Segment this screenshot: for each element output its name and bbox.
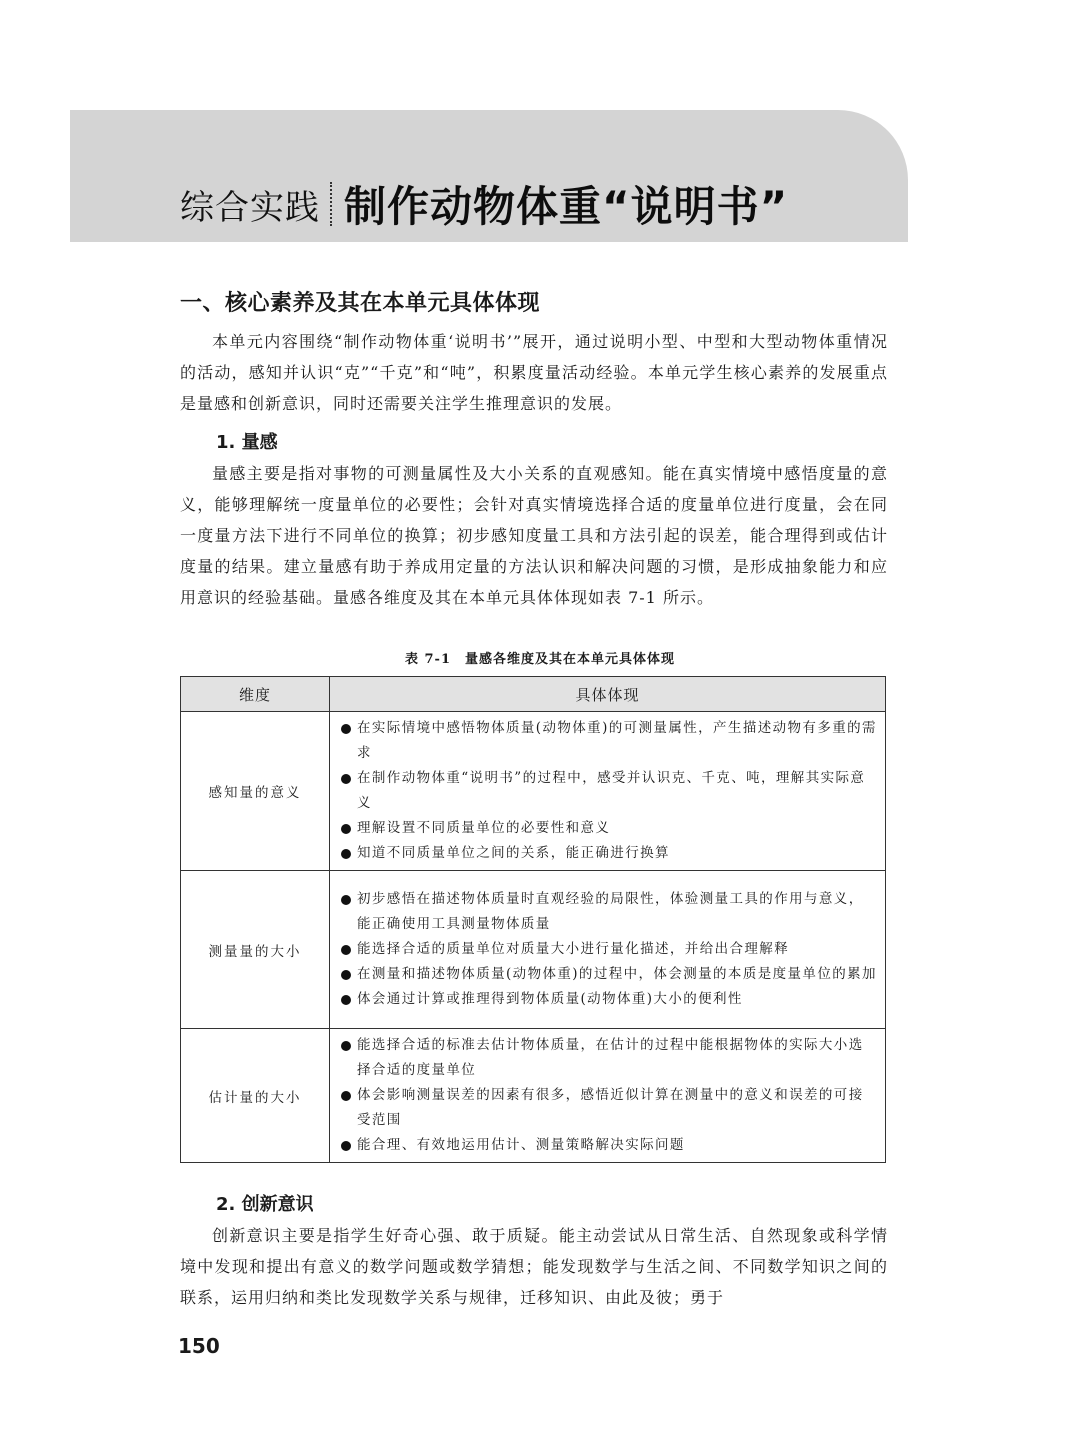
header-detail: 具体体现 — [330, 677, 886, 712]
dimension-cell: 感知量的意义 — [181, 712, 330, 871]
table-caption: 表 7-1 量感各维度及其在本单元具体体现 — [404, 652, 675, 667]
banner-title: 制作动物体重“说明书” — [344, 182, 789, 231]
detail-list — [340, 1033, 877, 1158]
dimension-table — [180, 676, 886, 1163]
detail-item: 理解设置不同质量单位的必要性和意义 — [340, 816, 877, 841]
detail-list — [340, 887, 877, 1012]
detail-item: 能选择合适的标准去估计物体质量，在估计的过程中能根据物体的实际大小选择合适的度量单位 — [340, 1033, 877, 1083]
table-row — [181, 712, 886, 871]
table-row — [181, 1029, 886, 1163]
table-row — [181, 871, 886, 1029]
intro-paragraph: 本单元内容围绕“制作动物体重‘说明书’”展开，通过说明小型、中型和大型动物体重情况的活动，感知并认识“克”“千克”和“吨”，积累度量活动经验。本单元学生核心素养的发展重点是量感和创新意识，同时还需要关注学生推理意识的发展。 — [180, 332, 888, 413]
innovation-paragraph: 创新意识主要是指学生好奇心强、敢于质疑。能主动尝试从日常生活、自然现象或科学情境中发现和提出有意义的数学问题或数学猜想；能发现数学与生活之间、不同数学知识之间的联系，运用归纳和类比发现数学关系与规律，迁移知识、由此及彼；勇于 — [180, 1226, 888, 1307]
table-header-row — [181, 677, 886, 712]
detail-item: 在制作动物体重“说明书”的过程中，感受并认识克、千克、吨，理解其实际意义 — [340, 766, 877, 816]
detail-item: 体会影响测量误差的因素有很多，感悟近似计算在测量中的意义和误差的可接受范围 — [340, 1083, 877, 1133]
header-dimension: 维度 — [181, 677, 330, 712]
detail-item: 体会通过计算或推理得到物体质量(动物体重)大小的便利性 — [340, 987, 877, 1012]
detail-item: 在实际情境中感悟物体质量(动物体重)的可测量属性，产生描述动物有多重的需求 — [340, 716, 877, 766]
detail-cell — [330, 871, 886, 1029]
subsection-heading-2: 2. 创新意识 — [216, 1194, 314, 1215]
detail-item: 能选择合适的质量单位对质量大小进行量化描述，并给出合理解释 — [340, 937, 877, 962]
banner-content — [180, 174, 788, 234]
section-heading: 一、核心素养及其在本单元具体体现 — [180, 291, 541, 316]
detail-item: 初步感悟在描述物体质量时直观经验的局限性，体验测量工具的作用与意义，能正确使用工具测量物体质量 — [340, 887, 877, 937]
page-number: 150 — [178, 1334, 220, 1358]
detail-item: 知道不同质量单位之间的关系，能正确进行换算 — [340, 841, 877, 866]
title-banner — [70, 110, 908, 242]
banner-separator — [330, 182, 332, 226]
dimension-cell: 测量量的大小 — [181, 871, 330, 1029]
detail-cell — [330, 712, 886, 871]
subsection-heading-1: 1. 量感 — [216, 432, 278, 453]
banner-subtitle: 综合实践 — [180, 187, 320, 228]
quantity-sense-paragraph: 量感主要是指对事物的可测量属性及大小关系的直观感知。能在真实情境中感悟度量的意义，能够理解统一度量单位的必要性；会针对真实情境选择合适的度量单位进行度量，会在同一度量方法下进行不同单位的换算；初步感知度量工具和方法引起的误差，能合理得到或估计度量的结果。建立量感有助于养成用定量的方法认识和解决问题的习惯，是形成抽象能力和应用意识的经验基础。量感各维度及其在本单元具体体现如表 7-1 所示。 — [180, 464, 888, 607]
detail-item: 能合理、有效地运用估计、测量策略解决实际问题 — [340, 1133, 877, 1158]
detail-item: 在测量和描述物体质量(动物体重)的过程中，体会测量的本质是度量单位的累加 — [340, 962, 877, 987]
detail-list — [340, 716, 877, 866]
dimension-cell: 估计量的大小 — [181, 1029, 330, 1163]
detail-cell — [330, 1029, 886, 1163]
